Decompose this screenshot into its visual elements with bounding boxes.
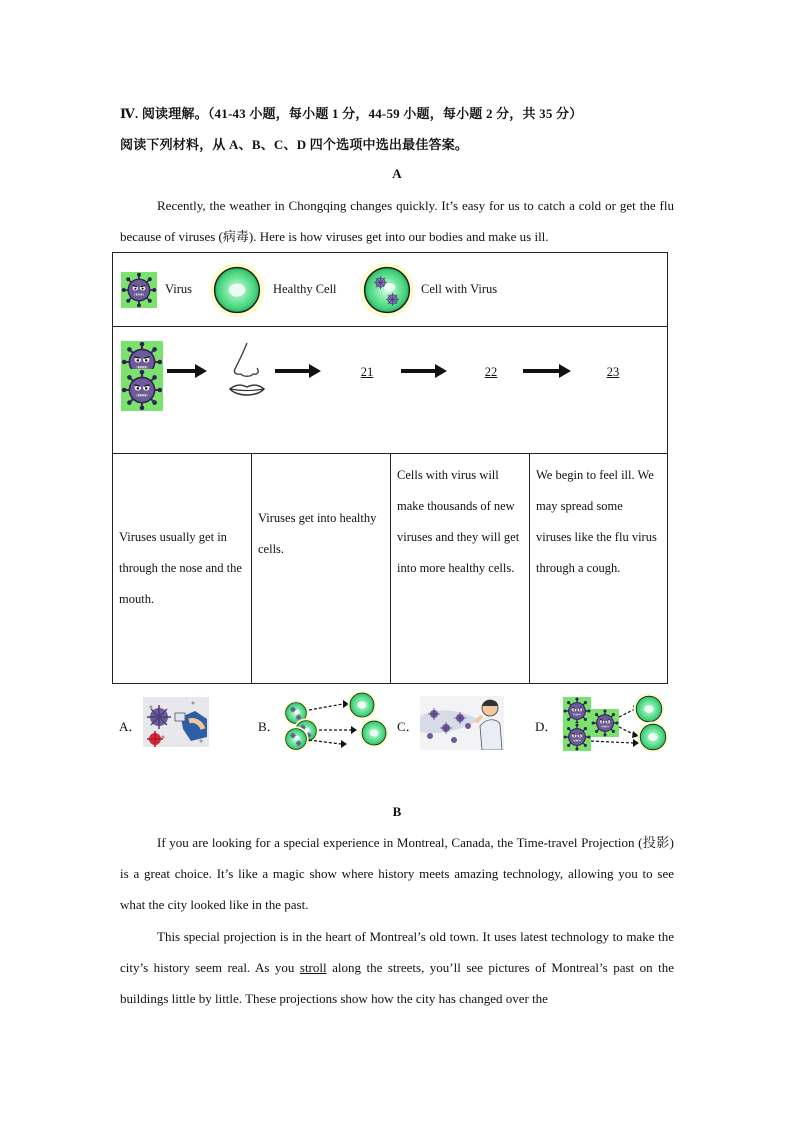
legend-healthy-cell-label: Healthy Cell (273, 282, 337, 296)
passage-a-letter: A (392, 166, 402, 181)
step-cell-2 (252, 454, 391, 684)
blank-21[interactable]: 21 (360, 365, 374, 379)
infected-cell-icon (359, 262, 415, 318)
option-c-label[interactable]: C． (397, 719, 419, 734)
arrow-icon (399, 361, 449, 381)
passage-b-paragraph-2 (120, 921, 674, 1014)
section-instruction: 阅读下列材料，从 A、B、C、D 四个选项中选出最佳答案。 (120, 137, 469, 152)
arrow-icon (273, 361, 323, 381)
virus-icon (121, 369, 163, 411)
nose-mouth-icon (225, 339, 269, 409)
step-cell-1 (113, 454, 252, 684)
option-b-image[interactable] (281, 690, 391, 752)
arrow-icon (521, 361, 573, 381)
paragraph-2-end: along the streets, you’ll see pictures of Montreal’s past on the buildings little by little. These projections show how the city has changed over the (120, 960, 674, 1006)
step-2-text: Viruses get into healthy cells. (258, 510, 377, 556)
option-b-label[interactable]: B． (258, 719, 280, 734)
step-1-text: Viruses usually get in through the nose and the mouth. (119, 530, 242, 606)
legend-cell-with-virus-label: Cell with Virus (421, 282, 498, 296)
option-a-image[interactable] (143, 697, 209, 747)
virus-icon (121, 272, 157, 308)
step-4-text: We begin to feel ill. We may spread some viruses like the flu virus through a cough. (536, 468, 657, 575)
process-row (113, 327, 668, 454)
legend-row (113, 253, 668, 327)
step-3-text: Cells with virus will make thousands of new viruses and they will get into more healthy cells. (397, 468, 520, 575)
healthy-cell-icon (209, 262, 265, 318)
option-d-label[interactable]: D． (535, 719, 558, 734)
step-cell-4 (530, 454, 668, 684)
option-c-image[interactable] (420, 696, 504, 750)
step-cell-3 (391, 454, 530, 684)
blank-22[interactable]: 22 (484, 365, 498, 379)
passage-b-paragraph-1: If you are looking for a special experience in Montreal, Canada, the Time-travel Projection (投影) is a great choice. It’s like a magic show where history meets amazing technology, allowing you to see what the city looked like in the past. (120, 835, 674, 912)
passage-b-letter: B (392, 804, 402, 819)
arrow-icon (165, 361, 209, 381)
underlined-word-stroll: stroll (299, 960, 327, 975)
option-d-image[interactable] (561, 693, 671, 753)
paragraph-2-start: This special projection is in the heart of Montreal’s old town. It uses latest technology to make the city’s history seem real. As you (120, 929, 674, 975)
option-a-label[interactable]: A． (119, 719, 142, 734)
legend-virus-label: Virus (165, 282, 193, 296)
section-title: Ⅳ. 阅读理解。（41-43 小题，每小题 1 分，44-59 小题，每小题 2 分，共 35 分） (120, 106, 583, 121)
passage-a-intro: Recently, the weather in Chongqing changes quickly. It’s easy for us to catch a cold or get the flu because of viruses (病毒). Here is how viruses get into our bodies and make us ill. (120, 198, 674, 244)
blank-23[interactable]: 23 (606, 365, 620, 379)
virus-process-table (112, 252, 668, 684)
